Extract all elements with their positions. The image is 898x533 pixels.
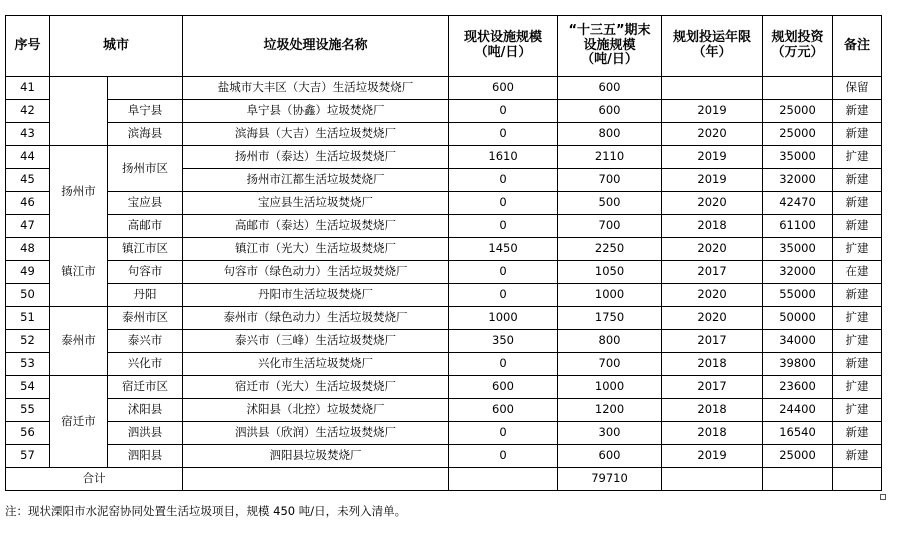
cell-district: 宝应县	[108, 192, 183, 215]
cell-invest: 16540	[763, 422, 833, 445]
cell-facility: 扬州市江都生活垃圾焚烧厂	[183, 169, 449, 192]
cell-district: 阜宁县	[108, 100, 183, 123]
cell-seq: 49	[6, 261, 50, 284]
cell-seq: 42	[6, 100, 50, 123]
cell-invest	[763, 77, 833, 100]
total-facility-empty	[183, 468, 449, 491]
cell-year: 2017	[662, 261, 763, 284]
cell-facility: 宿迁市（光大）生活垃圾焚烧厂	[183, 376, 449, 399]
cell-plan: 800	[558, 123, 662, 146]
cell-year	[662, 77, 763, 100]
table-row	[6, 330, 882, 353]
cell-year: 2018	[662, 422, 763, 445]
cell-plan: 600	[558, 445, 662, 468]
table-row	[6, 353, 882, 376]
cell-seq: 47	[6, 215, 50, 238]
cell-invest: 42470	[763, 192, 833, 215]
cell-year: 2020	[662, 284, 763, 307]
total-current-empty	[449, 468, 558, 491]
table-row	[6, 307, 882, 330]
cell-plan: 600	[558, 100, 662, 123]
header-remark: 备注	[833, 16, 882, 77]
cell-plan: 1750	[558, 307, 662, 330]
cell-remark: 新建	[833, 100, 882, 123]
cell-current: 600	[449, 399, 558, 422]
cell-facility: 泰兴市（三峰）生活垃圾焚烧厂	[183, 330, 449, 353]
cell-current: 1610	[449, 146, 558, 169]
cell-remark: 在建	[833, 261, 882, 284]
cell-year: 2020	[662, 123, 763, 146]
cell-district: 高邮市	[108, 215, 183, 238]
cell-invest: 25000	[763, 123, 833, 146]
cell-seq: 43	[6, 123, 50, 146]
cell-plan: 2110	[558, 146, 662, 169]
cell-district: 丹阳	[108, 284, 183, 307]
cell-district-empty	[108, 77, 183, 100]
cell-seq: 50	[6, 284, 50, 307]
header-facility: 垃圾处理设施名称	[183, 16, 449, 77]
cell-year: 2018	[662, 399, 763, 422]
cell-invest: 55000	[763, 284, 833, 307]
footnote: 注：现状溧阳市水泥窑协同处置生活垃圾项目，规模 450 吨/日，未列入清单。	[5, 504, 407, 518]
cell-current: 0	[449, 192, 558, 215]
cell-current: 0	[449, 353, 558, 376]
cell-invest: 25000	[763, 445, 833, 468]
cell-remark: 扩建	[833, 307, 882, 330]
cell-city: 泰州市	[50, 307, 108, 376]
table-row	[6, 238, 882, 261]
cell-facility: 丹阳市生活垃圾焚烧厂	[183, 284, 449, 307]
cell-seq: 55	[6, 399, 50, 422]
total-year-empty	[662, 468, 763, 491]
total-row	[6, 468, 882, 491]
cell-city: 镇江市	[50, 238, 108, 307]
cell-district: 宿迁市区	[108, 376, 183, 399]
cell-plan: 1000	[558, 376, 662, 399]
cell-year: 2019	[662, 146, 763, 169]
cell-seq: 51	[6, 307, 50, 330]
cell-remark: 新建	[833, 353, 882, 376]
cell-plan: 1200	[558, 399, 662, 422]
cell-district: 泰兴市	[108, 330, 183, 353]
cell-invest: 35000	[763, 238, 833, 261]
cell-current: 0	[449, 284, 558, 307]
cell-seq: 52	[6, 330, 50, 353]
cell-current: 0	[449, 261, 558, 284]
table-row	[6, 146, 882, 169]
cell-plan: 700	[558, 215, 662, 238]
cell-remark: 扩建	[833, 330, 882, 353]
cell-invest: 34000	[763, 330, 833, 353]
cell-current: 0	[449, 123, 558, 146]
cell-district: 扬州市区	[108, 146, 183, 192]
cell-seq: 48	[6, 238, 50, 261]
cell-plan: 1000	[558, 284, 662, 307]
cell-invest: 61100	[763, 215, 833, 238]
cell-facility: 兴化市生活垃圾焚烧厂	[183, 353, 449, 376]
cell-seq: 46	[6, 192, 50, 215]
cell-facility: 滨海县（大吉）生活垃圾焚烧厂	[183, 123, 449, 146]
cell-invest: 39800	[763, 353, 833, 376]
cell-current: 1450	[449, 238, 558, 261]
cell-plan: 1050	[558, 261, 662, 284]
cell-seq: 41	[6, 77, 50, 100]
cell-remark: 新建	[833, 422, 882, 445]
cell-remark: 扩建	[833, 399, 882, 422]
cell-year: 2019	[662, 169, 763, 192]
cell-invest: 25000	[763, 100, 833, 123]
total-remark-empty	[833, 468, 882, 491]
cell-year: 2020	[662, 238, 763, 261]
cell-remark: 扩建	[833, 238, 882, 261]
cell-district: 兴化市	[108, 353, 183, 376]
cell-seq: 57	[6, 445, 50, 468]
header-row	[6, 16, 882, 77]
table-row	[6, 445, 882, 468]
cell-year: 2018	[662, 215, 763, 238]
cell-remark: 新建	[833, 284, 882, 307]
cell-facility: 泗洪县（欣润）生活垃圾焚烧厂	[183, 422, 449, 445]
table-row	[6, 422, 882, 445]
cell-facility: 沭阳县（北控）垃圾焚烧厂	[183, 399, 449, 422]
cell-year: 2019	[662, 445, 763, 468]
cell-current: 0	[449, 445, 558, 468]
cell-facility: 泗阳县垃圾焚烧厂	[183, 445, 449, 468]
cell-remark: 新建	[833, 445, 882, 468]
cell-city: 宿迁市	[50, 376, 108, 468]
cell-year: 2018	[662, 353, 763, 376]
cell-plan: 700	[558, 169, 662, 192]
cell-remark: 保留	[833, 77, 882, 100]
cell-plan: 500	[558, 192, 662, 215]
table-row	[6, 77, 882, 100]
cell-remark: 新建	[833, 215, 882, 238]
cell-facility: 阜宁县（协鑫）垃圾焚烧厂	[183, 100, 449, 123]
cell-district: 泰州市区	[108, 307, 183, 330]
cell-plan: 800	[558, 330, 662, 353]
total-plan: 79710	[558, 468, 662, 491]
header-current-scale: 现状设施规模 （吨/日）	[449, 16, 558, 77]
cell-seq: 44	[6, 146, 50, 169]
table-row	[6, 192, 882, 215]
cell-current: 350	[449, 330, 558, 353]
cell-facility: 盐城市大丰区（大吉）生活垃圾焚烧厂	[183, 77, 449, 100]
cell-seq: 54	[6, 376, 50, 399]
cell-seq: 56	[6, 422, 50, 445]
cell-invest: 35000	[763, 146, 833, 169]
cell-facility: 宝应县生活垃圾焚烧厂	[183, 192, 449, 215]
header-city: 城市	[50, 16, 183, 77]
table-resize-handle[interactable]	[880, 494, 886, 500]
cell-year: 2017	[662, 376, 763, 399]
cell-facility: 泰州市（绿色动力）生活垃圾焚烧厂	[183, 307, 449, 330]
cell-current: 0	[449, 169, 558, 192]
cell-current: 0	[449, 215, 558, 238]
cell-current: 600	[449, 77, 558, 100]
cell-district: 镇江市区	[108, 238, 183, 261]
table-row	[6, 399, 882, 422]
table-row	[6, 123, 882, 146]
cell-remark: 新建	[833, 192, 882, 215]
table-row	[6, 284, 882, 307]
cell-plan: 2250	[558, 238, 662, 261]
cell-city-empty	[50, 77, 108, 146]
header-plan-scale: “十三五”期末 设施规模 （吨/日）	[558, 16, 662, 77]
cell-facility: 句容市（绿色动力）生活垃圾焚烧厂	[183, 261, 449, 284]
cell-plan: 300	[558, 422, 662, 445]
cell-current: 600	[449, 376, 558, 399]
cell-invest: 23600	[763, 376, 833, 399]
cell-district: 滨海县	[108, 123, 183, 146]
total-label: 合计	[6, 468, 183, 491]
cell-facility: 扬州市（泰达）生活垃圾焚烧厂	[183, 146, 449, 169]
cell-invest: 24400	[763, 399, 833, 422]
cell-remark: 新建	[833, 169, 882, 192]
cell-plan: 700	[558, 353, 662, 376]
cell-seq: 45	[6, 169, 50, 192]
facility-table	[5, 15, 882, 491]
cell-district: 沭阳县	[108, 399, 183, 422]
cell-district: 泗阳县	[108, 445, 183, 468]
total-invest-empty	[763, 468, 833, 491]
header-seq: 序号	[6, 16, 50, 77]
header-year: 规划投运年限 （年）	[662, 16, 763, 77]
cell-current: 1000	[449, 307, 558, 330]
cell-seq: 53	[6, 353, 50, 376]
cell-remark: 扩建	[833, 146, 882, 169]
cell-year: 2017	[662, 330, 763, 353]
cell-facility: 高邮市（泰达）生活垃圾焚烧厂	[183, 215, 449, 238]
cell-year: 2020	[662, 192, 763, 215]
header-invest: 规划投资 （万元）	[763, 16, 833, 77]
cell-district: 泗洪县	[108, 422, 183, 445]
cell-current: 0	[449, 100, 558, 123]
table-row	[6, 376, 882, 399]
cell-remark: 扩建	[833, 376, 882, 399]
table-row	[6, 100, 882, 123]
table-row	[6, 215, 882, 238]
cell-year: 2019	[662, 100, 763, 123]
cell-plan: 600	[558, 77, 662, 100]
cell-remark: 新建	[833, 123, 882, 146]
cell-city: 扬州市	[50, 146, 108, 238]
cell-invest: 50000	[763, 307, 833, 330]
cell-district: 句容市	[108, 261, 183, 284]
cell-facility: 镇江市（光大）生活垃圾焚烧厂	[183, 238, 449, 261]
table-row	[6, 261, 882, 284]
cell-current: 0	[449, 422, 558, 445]
cell-invest: 32000	[763, 261, 833, 284]
cell-year: 2020	[662, 307, 763, 330]
cell-invest: 32000	[763, 169, 833, 192]
